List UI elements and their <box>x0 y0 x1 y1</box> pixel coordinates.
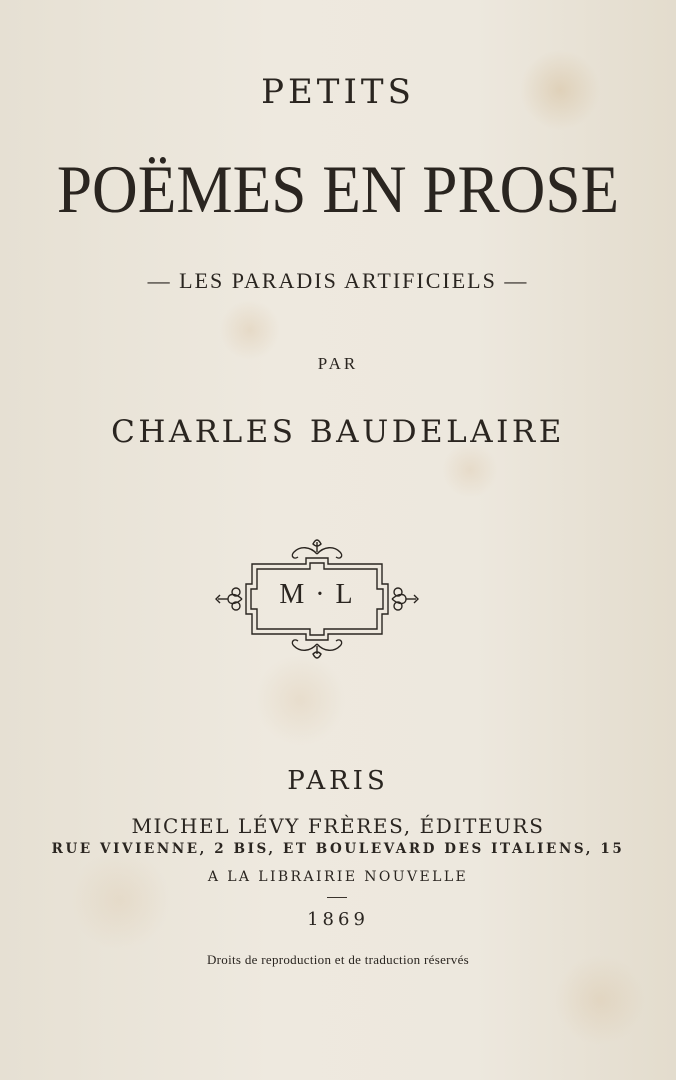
publisher-monogram: M · L <box>279 579 355 610</box>
publisher-name: MICHEL LÉVY FRÈRES, ÉDITEURS <box>131 814 545 838</box>
subtitle: — LES PARADIS ARTIFICIELS — <box>147 268 529 293</box>
bookshop-line: A LA LIBRAIRIE NOUVELLE <box>207 869 469 885</box>
imprint-city: PARIS <box>287 766 389 796</box>
publication-year: 1869 <box>307 909 369 930</box>
rights-notice: Droits de reproduction et de traduction réservés <box>206 952 470 967</box>
title-line-2: POËMES EN PROSE <box>56 151 620 227</box>
divider <box>327 897 347 898</box>
author-name: CHARLES BAUDELAIRE <box>111 414 565 450</box>
publisher-address: RUE VIVIENNE, 2 BIS, ET BOULEVARD DES ITALIENS, 15 <box>51 841 625 857</box>
by-line: PAR <box>317 354 359 373</box>
title-line-1: PETITS <box>261 72 415 112</box>
